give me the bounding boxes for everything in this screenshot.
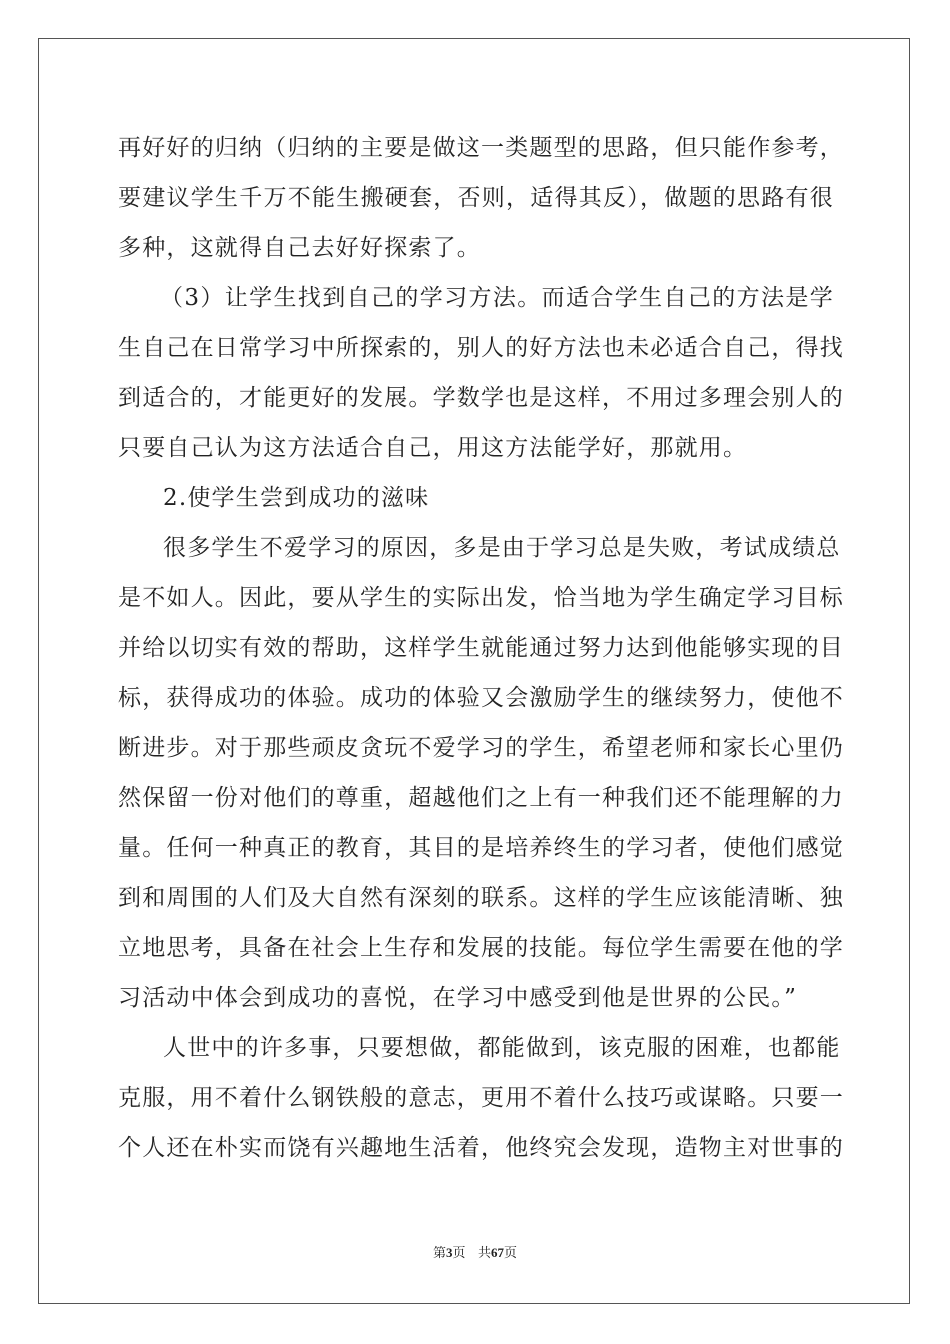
text-line: 生自己在日常学习中所探索的，别人的好方法也未必适合自己，得找 xyxy=(118,335,844,361)
total-prefix: 共 xyxy=(477,1246,491,1261)
text-line: 是不如人。因此，要从学生的实际出发，恰当地为学生确定学习目标 xyxy=(118,585,844,611)
page-suffix: 页 xyxy=(452,1246,466,1261)
page-number: 3 xyxy=(446,1245,453,1260)
page-prefix: 第 xyxy=(433,1246,447,1261)
text-line: 个人还在朴实而饶有兴趣地生活着，他终究会发现，造物主对世事的 xyxy=(118,1135,844,1161)
text-line: 到和周围的人们及大自然有深刻的联系。这样的学生应该能清晰、独 xyxy=(118,885,844,911)
text-line: 标，获得成功的体验。成功的体验又会激励学生的继续努力，使他不 xyxy=(118,685,844,711)
text-line: 习活动中体会到成功的喜悦，在学习中感受到他是世界的公民。” xyxy=(118,985,798,1011)
total-suffix: 页 xyxy=(503,1246,517,1261)
text-line: 只要自己认为这方法适合自己，用这方法能学好，那就用。 xyxy=(118,435,748,461)
text-line: 再好好的归纳（归纳的主要是做这一类题型的思路，但只能作参考， xyxy=(118,135,844,161)
section-heading: 2.使学生尝到成功的滋味 xyxy=(163,485,430,511)
text-line: 人世中的许多事，只要想做，都能做到，该克服的困难，也都能 xyxy=(163,1035,841,1061)
text-line: 立地思考，具备在社会上生存和发展的技能。每位学生需要在他的学 xyxy=(118,935,844,961)
text-line: （3）让学生找到自己的学习方法。而适合学生自己的方法是学 xyxy=(160,285,834,311)
text-line: 要建议学生千万不能生搬硬套，否则，适得其反），做题的思路有很 xyxy=(118,185,834,211)
text-line: 多种，这就得自己去好好探索了。 xyxy=(118,235,481,261)
text-line: 然保留一份对他们的尊重，超越他们之上有一种我们还不能理解的力 xyxy=(118,785,844,811)
text-line: 很多学生不爱学习的原因，多是由于学习总是失败，考试成绩总 xyxy=(163,535,841,561)
page-footer xyxy=(0,1244,950,1263)
text-line: 量。任何一种真正的教育，其目的是培养终生的学习者，使他们感觉 xyxy=(118,835,844,861)
total-pages: 67 xyxy=(490,1245,504,1260)
text-line: 克服，用不着什么钢铁般的意志，更用不着什么技巧或谋略。只要一 xyxy=(118,1085,844,1111)
page-border xyxy=(38,38,910,1304)
text-line: 并给以切实有效的帮助，这样学生就能通过努力达到他能够实现的目 xyxy=(118,635,844,661)
text-line: 断进步。对于那些顽皮贪玩不爱学习的学生，希望老师和家长心里仍 xyxy=(118,735,844,761)
text-line: 到适合的，才能更好的发展。学数学也是这样，不用过多理会别人的 xyxy=(118,385,844,411)
